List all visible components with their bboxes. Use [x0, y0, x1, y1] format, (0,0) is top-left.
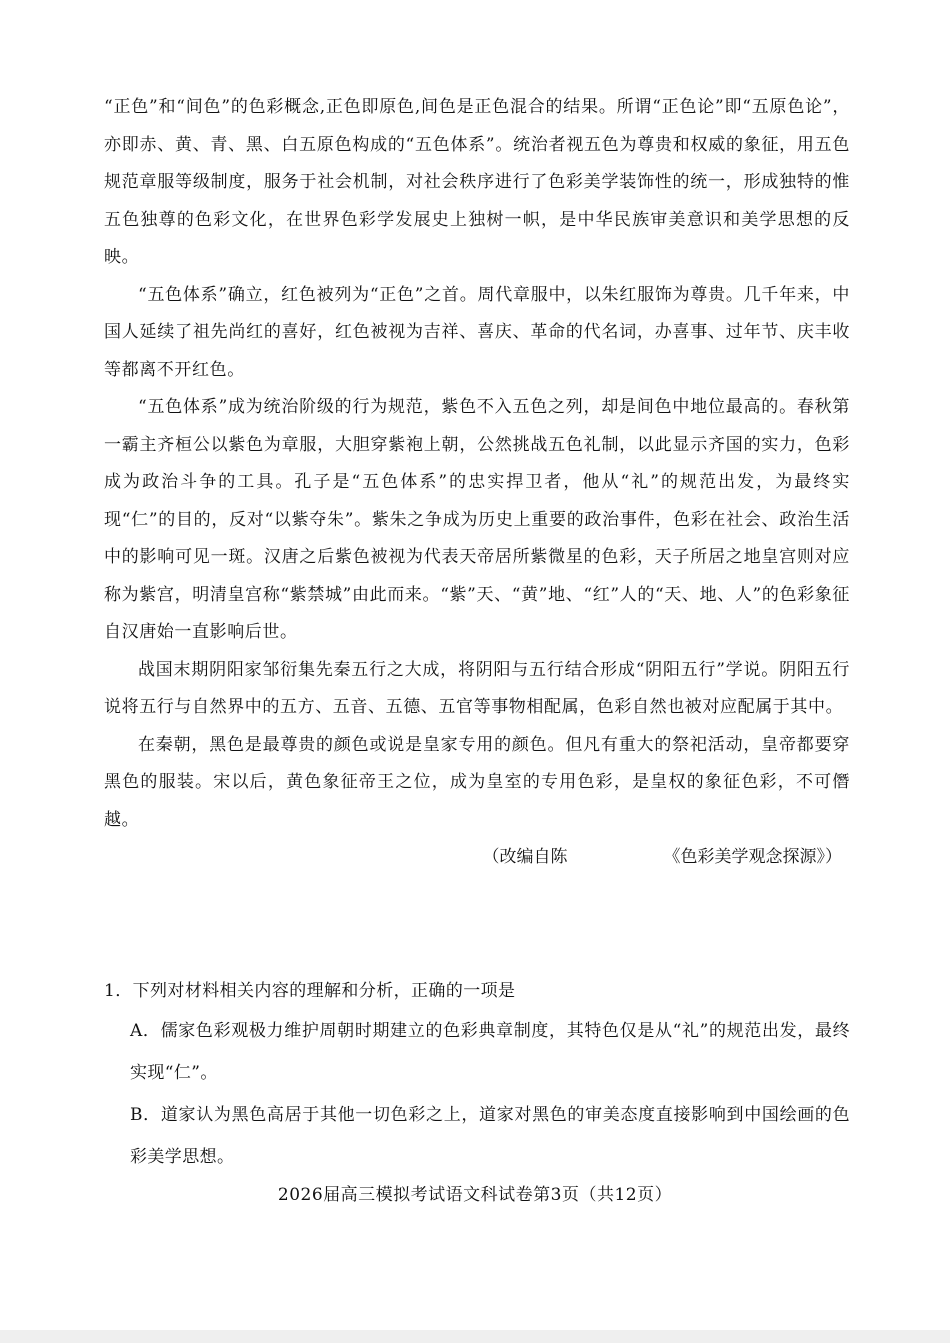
passage-paragraph-3: “五色体系”成为统治阶级的行为规范，紫色不入五色之列，却是间色中地位最高的。春秋第一霸主齐桓公以紫色为章服，大胆穿紫袍上朝，公然挑战五色礼制，以此显示齐国的实力，色彩成为政治斗争的工具。孔子是“五色体系”的忠实捍卫者，他从“礼”的规范出发，为最终实现“仁”的目的，反对“以紫夺朱”。紫朱之争成为历史上重要的政治事件，色彩在社会、政治生活中的影响可见一斑。汉唐之后紫色被视为代表天帝居所紫微星的色彩，天子所居之地皇宫则对应称为紫宫，明清皇宫称“紫禁城”由此而来。“紫”天、“黄”地、“红”人的“天、地、人”的色彩象征自汉唐始一直影响后世。: [104, 397, 850, 642]
question-stem: 1．下列对材料相关内容的理解和分析，正确的一项是: [104, 981, 516, 1001]
passage-paragraph-1: “正色”和“间色”的色彩概念,正色即原色,间色是正色混合的结果。所谓“正色论”即“五原色论”，亦即赤、黄、青、黑、白五原色构成的“五色体系”。统治者视五色为尊贵和权威的象征，用五色规范章服等级制度，服务于社会机制，对社会秩序进行了色彩美学装饰性的统一，形成独特的惟五色独尊的色彩文化，在世界色彩学发展史上独树一帜，是中华民族审美意识和美学思想的反映。: [104, 97, 850, 267]
passage-paragraph-2: “五色体系”确立，红色被列为“正色”之首。周代章服中，以朱红服饰为尊贵。几千年来，中国人延续了祖先尚红的喜好，红色被视为吉祥、喜庆、革命的代名词，办喜事、过年节、庆丰收等都离不开红色。: [104, 284, 850, 380]
option-b-text: 道家认为黑色高居于其他一切色彩之上，道家对黑色的审美态度直接影响到中国绘画的色彩美学思想。: [130, 1105, 850, 1167]
source-title: 《色彩美学观念探源》）: [663, 847, 842, 867]
option-a: [104, 1010, 850, 1094]
question-1: [104, 972, 850, 1178]
passage-paragraph-5: 在秦朝，黑色是最尊贵的颜色或说是皇家专用的颜色。但凡有重大的祭祀活动，皇帝都要穿黑色的服装。宋以后，黄色象征帝王之位，成为皇室的专用色彩，是皇权的象征色彩，不可僭越。: [104, 734, 850, 830]
passage-paragraph-4: 战国末期阴阳家邹衍集先秦五行之大成，将阴阳与五行结合形成“阴阳五行”学说。阴阳五行说将五行与自然界中的五方、五音、五德、五官等事物相配属，色彩自然也被对应配属于其中。: [104, 659, 850, 717]
reading-passage: [104, 89, 850, 876]
page-footer: 2026届高三模拟考试语文科试卷第3页（共12页）: [277, 1185, 673, 1205]
source-author: （改编自陈: [482, 847, 568, 867]
option-b-label: B．: [130, 1105, 161, 1125]
scan-edge: [0, 1330, 950, 1343]
option-b: [104, 1094, 850, 1178]
option-a-text: 儒家色彩观极力维护周朝时期建立的色彩典章制度，其特色仅是从“礼”的规范出发，最终实现“仁”。: [130, 1021, 850, 1083]
option-a-label: A．: [130, 1021, 161, 1041]
passage-source: [104, 839, 850, 876]
